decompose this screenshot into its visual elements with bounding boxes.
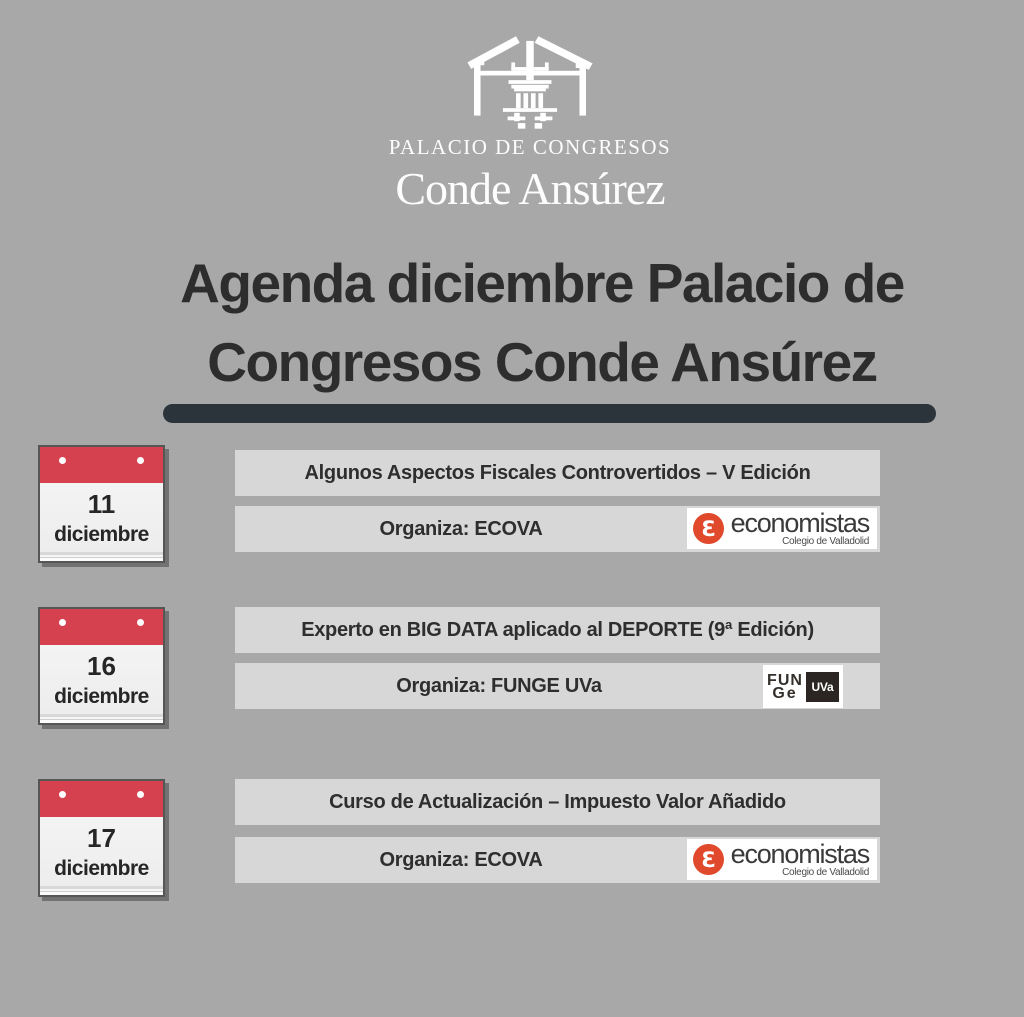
page-title-line2: Congresos Conde Ansúrez <box>207 331 877 393</box>
calendar-ring-left-icon <box>59 457 66 464</box>
economistas-subtitle: Colegio de Valladolid <box>782 535 869 547</box>
calendar-month: diciembre <box>54 857 149 880</box>
economistas-symbol-icon: Ɛ <box>693 513 724 544</box>
calendar-date <box>40 645 163 712</box>
brand-header <box>18 0 1024 215</box>
event-organizer-bar <box>235 663 880 709</box>
brand-name-label: Conde Ansúrez <box>395 163 665 214</box>
title-divider <box>163 404 936 423</box>
page-title <box>30 244 1024 402</box>
calendar-pages <box>40 886 163 895</box>
event-title: Algunos Aspectos Fiscales Controvertidos – V Edición <box>304 461 811 484</box>
calendar-ring-left-icon <box>59 619 66 626</box>
organizer-label: Organiza: FUNGE UVa <box>396 674 602 697</box>
calendar-date <box>40 817 163 884</box>
calendar-pages <box>40 714 163 723</box>
event-title: Experto en BIG DATA aplicado al DEPORTE (9ª Edición) <box>301 618 814 641</box>
calendar-day: 16 <box>87 651 116 681</box>
calendar-icon-dec17 <box>38 779 165 897</box>
brand-top-label: PALACIO DE CONGRESOS <box>388 135 672 159</box>
event-organizer-bar <box>235 837 880 883</box>
calendar-pages <box>40 552 163 561</box>
economistas-name: economistas <box>730 507 869 538</box>
calendar-month: diciembre <box>54 685 149 708</box>
economistas-symbol-icon: Ɛ <box>693 844 724 875</box>
funge-line1: FUN <box>767 671 803 689</box>
funge-uva-logo <box>763 665 843 708</box>
organizer-label: Organiza: ECOVA <box>379 848 543 871</box>
calendar-month: diciembre <box>54 523 149 546</box>
economistas-wordmark <box>729 838 869 878</box>
event-organizer-bar <box>235 506 880 552</box>
economistas-logo <box>687 839 877 880</box>
event-title-bar <box>235 607 880 653</box>
event-title-bar <box>235 779 880 825</box>
economistas-wordmark <box>729 507 869 547</box>
calendar-day: 17 <box>87 823 116 853</box>
economistas-logo <box>687 508 877 549</box>
calendar-ring-right-icon <box>137 791 144 798</box>
calendar-ring-right-icon <box>137 457 144 464</box>
event-title: Curso de Actualización – Impuesto Valor Añadido <box>329 790 786 813</box>
calendar-header <box>40 447 163 483</box>
calendar-header <box>40 609 163 645</box>
organizer-label: Organiza: ECOVA <box>379 517 543 540</box>
economistas-name: economistas <box>730 838 869 869</box>
calendar-header <box>40 781 163 817</box>
calendar-date <box>40 483 163 550</box>
calendar-day: 11 <box>87 489 116 519</box>
page-title-line1: Agenda diciembre Palacio de <box>180 252 904 314</box>
palacio-building-icon <box>460 33 600 131</box>
uva-badge: UVa <box>806 672 839 702</box>
calendar-icon-dec16 <box>38 607 165 725</box>
calendar-ring-left-icon <box>59 791 66 798</box>
funge-wordmark <box>767 671 803 702</box>
economistas-subtitle: Colegio de Valladolid <box>782 866 869 878</box>
funge-line2: Ge <box>772 684 798 702</box>
calendar-icon-dec11 <box>38 445 165 563</box>
calendar-ring-right-icon <box>137 619 144 626</box>
event-title-bar <box>235 450 880 496</box>
